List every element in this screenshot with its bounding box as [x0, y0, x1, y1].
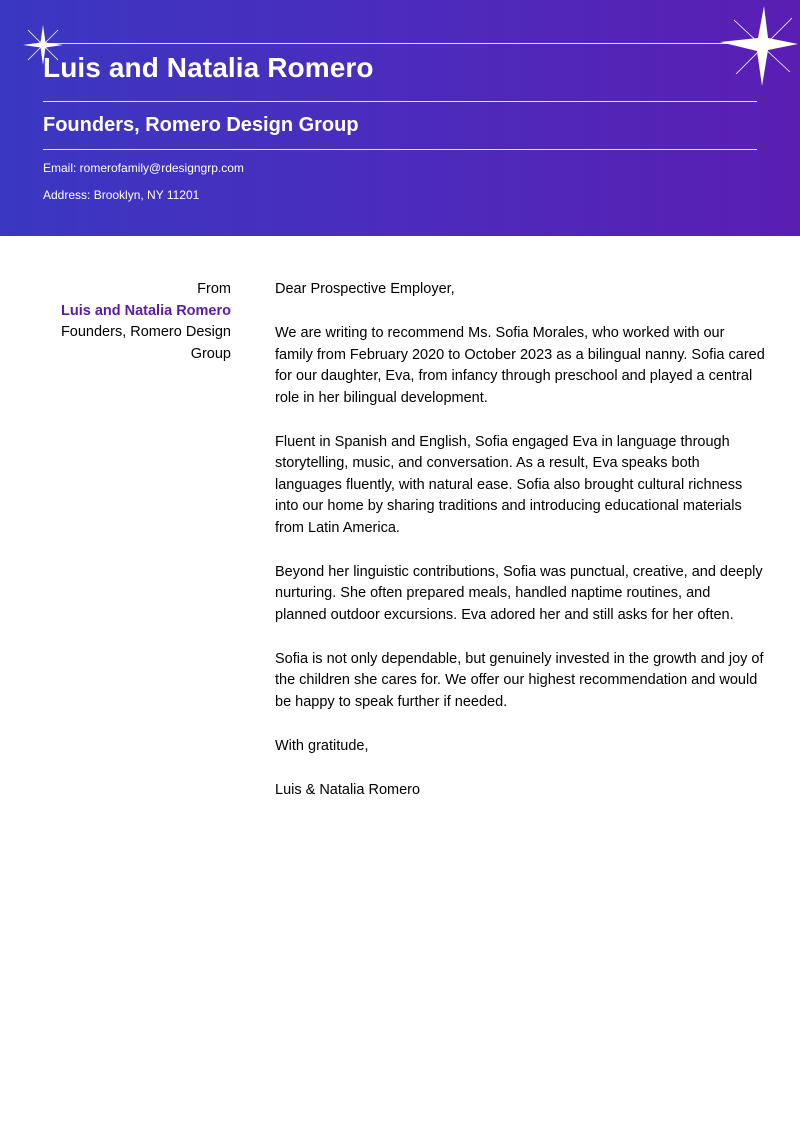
- sender-name: Luis and Natalia Romero: [43, 52, 374, 83]
- letter-paragraph: Sofia is not only dependable, but genuinely invested in the growth and joy of the children she cares for. We offer our highest recommendation and would be happy to speak further if needed.: [275, 650, 764, 710]
- letter-paragraph: Fluent in Spanish and English, Sofia engaged Eva in language through storytelling, music, and conversation. As a result, Eva speaks both languages fluently, with natural ease. Sofia also brought cultural richness into our home by sharing traditions and introducing educational materials from Latin America.: [275, 433, 743, 536]
- contact-address: Address: Brooklyn, NY 11201: [43, 188, 200, 202]
- from-label: From: [197, 281, 231, 297]
- contact-email: Email: romerofamily@rdesigngrp.com: [43, 161, 244, 175]
- letter-paragraph: Beyond her linguistic contributions, Sofia was punctual, creative, and deeply nurturing. She often prepared meals, handled naptime routines, and planned outdoor excursions. Eva adored her and still asks for her often.: [275, 563, 763, 623]
- from-block: [40, 279, 231, 365]
- from-title: Founders, Romero Design Group: [60, 324, 231, 362]
- letter-paragraph: We are writing to recommend Ms. Sofia Morales, who worked with our family from February 2020 to October 2023 as a bilingual nanny. Sofia cared for our daughter, Eva, from infancy through preschool and played a central role in her bilingual development.: [275, 325, 765, 406]
- signature: Luis & Natalia Romero: [275, 781, 421, 798]
- from-name: Luis and Natalia Romero: [60, 302, 231, 319]
- sparkle-icon: [712, 2, 800, 88]
- letter-body: [275, 279, 765, 824]
- header-divider: [43, 101, 757, 102]
- header-divider: [43, 43, 757, 44]
- letter-header: [0, 0, 800, 236]
- salutation: Dear Prospective Employer,: [275, 281, 455, 297]
- closing: With gratitude,: [275, 737, 369, 754]
- sender-title: Founders, Romero Design Group: [43, 114, 359, 136]
- header-divider: [43, 149, 757, 150]
